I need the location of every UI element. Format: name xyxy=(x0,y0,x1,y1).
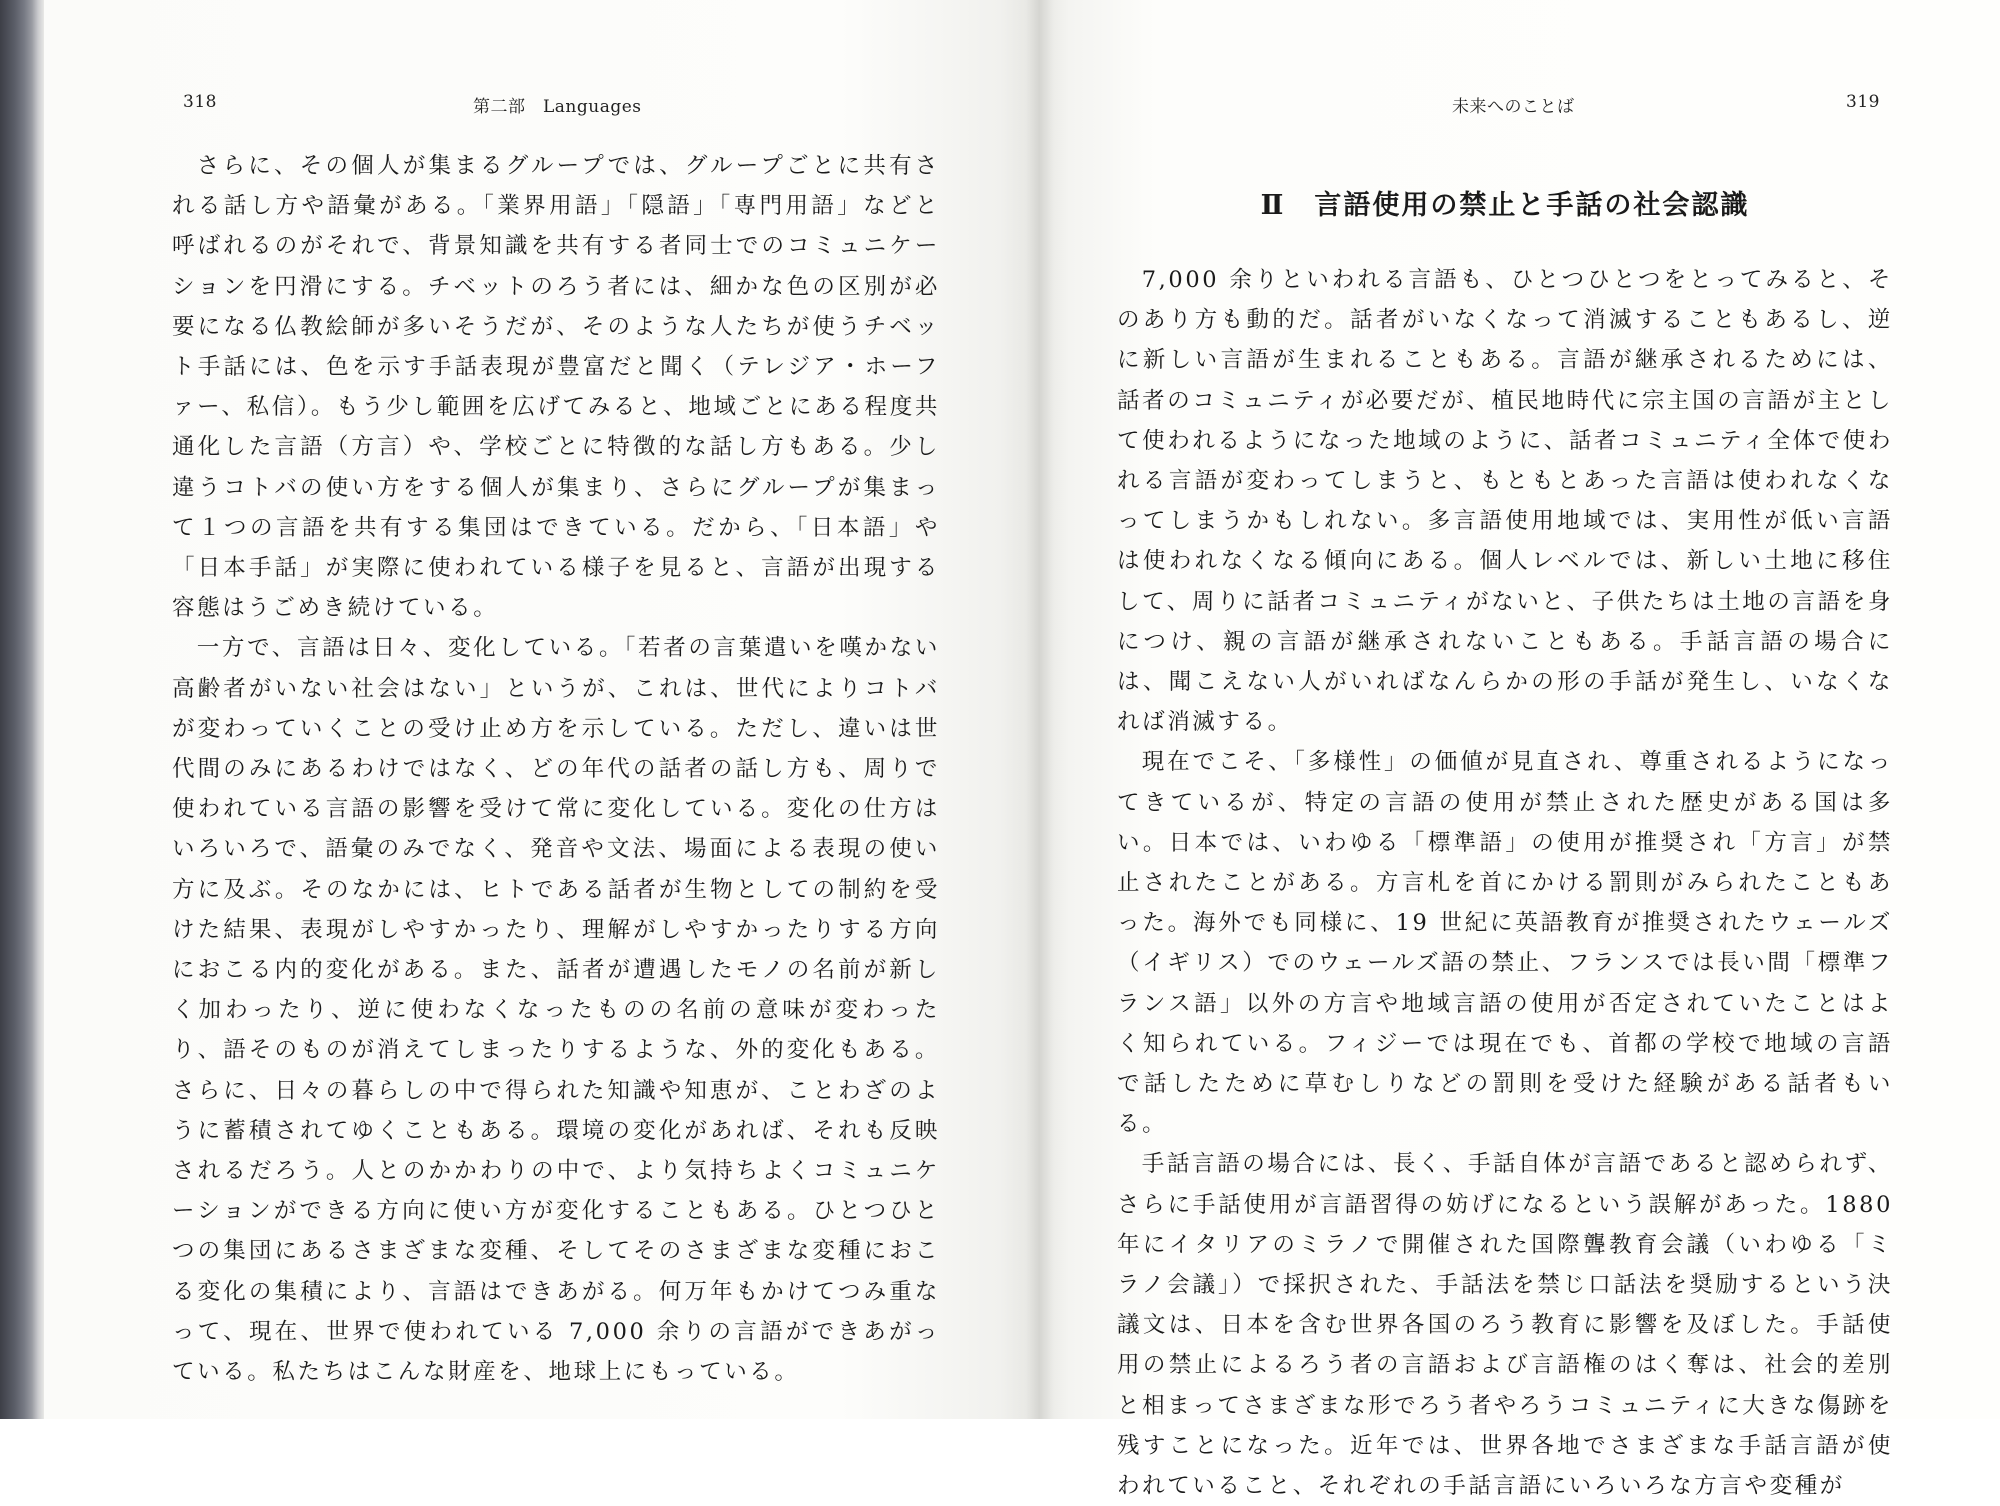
paragraph: 7,000 余りといわれる言語も、ひとつひとつをとってみると、そのあり方も動的だ。話者がいなくなって消滅することもあるし、逆に新しい言語が生まれることもある。言語が継承されるためには、話者のコミュニティが必要だが、植民地時代に宗主国の言語が主として使われるようになった地域のように、話者コミュニティ全体で使われる言語が変わってしまうと、もともとあった言語は使われなくなってしまうかもしれない。多言語使用地域では、実用性が低い言語は使われなくなる傾向にある。個人レベルでは、新しい土地に移住して、周りに話者コミュニティがないと、子供たちは土地の言語を身につけ、親の言語が継承されないこともある。手話言語の場合には、聞こえない人がいればなんらかの形の手話が発生し、いなくなれば消滅する。 xyxy=(1117,267,1893,736)
right-body-text xyxy=(1117,260,1893,1506)
paragraph: さらに、その個人が集まるグループでは、グループごとに共有される話し方や語彙がある。「業界用語」「隠語」「専門用語」などと呼ばれるのがそれで、背景知識を共有する者同士でのコミュニケーションを円滑にする。チベットのろう者には、細かな色の区別が必要になる仏教絵師が多いそうだが、そのような人たちが使うチベット手話には、色を示す手話表現が豊富だと聞く（テレジア・ホーファー、私信）。もう少し範囲を広げてみると、地域ごとにある程度共通化した言語（方言）や、学校ごとに特徴的な話し方もある。少し違うコトバの使い方をする個人が集まり、さらにグループが集まって１つの言語を共有する集団はできている。だから、「日本語」や「日本手話」が実際に使われている様子を見ると、言語が出現する容態はうごめき続けている。 xyxy=(172,153,940,622)
book-page-edge xyxy=(0,0,44,1419)
right-running-head: 未来へのことば xyxy=(1452,97,1575,117)
section-heading: Ⅱ 言語使用の禁止と手話の社会認識 xyxy=(1260,190,1750,221)
left-page-number: 318 xyxy=(183,92,217,112)
right-page-number: 319 xyxy=(1846,92,1880,112)
left-running-head: 第二部 Languages xyxy=(473,97,642,117)
paragraph: 現在でこそ、「多様性」の価値が見直され、尊重されるようになってきているが、特定の言語の使用が禁止された歴史がある国は多い。日本では、いわゆる「標準語」の使用が推奨され「方言」が禁止されたことがある。方言札を首にかける罰則がみられたこともあった。海外でも同様に、19 世紀に英語教育が推奨されたウェールズ（イギリス）でのウェールズ語の禁止、フランスでは長い間「標準フランス語」以外の方言や地域言語の使用が否定されていたことはよく知られている。フィジーでは現在でも、首都の学校で地域の言語で話したために草むしりなどの罰則を受けた経験がある話者もいる。 xyxy=(1117,749,1893,1138)
paragraph: 手話言語の場合には、長く、手話自体が言語であると認められず、さらに手話使用が言語習得の妨げになるという誤解があった。1880 年にイタリアのミラノで開催された国際聾教育会議（いわゆる「ミラノ会議」）で採択された、手話法を禁じ口話法を奨励するという決議文は、日本を含む世界各国のろう教育に影響を及ぼした。手話使用の禁止によるろう者の言語および言語権のはく奪は、社会的差別と相まってさまざまな形でろう者やろうコミュニティに大きな傷跡を残すことになった。近年では、世界各地でさまざまな手話言語が使われていること、それぞれの手話言語にいろいろな方言や変種が xyxy=(1117,1151,1893,1500)
book-gutter xyxy=(1026,0,1054,1419)
left-body-text xyxy=(172,146,940,1392)
paragraph: 一方で、言語は日々、変化している。「若者の言葉遣いを嘆かない高齢者がいない社会はない」というが、これは、世代によりコトバが変わっていくことの受け止め方を示している。ただし、違いは世代間のみにあるわけではなく、どの年代の話者の話し方も、周りで使われている言語の影響を受けて常に変化している。変化の仕方はいろいろで、語彙のみでなく、発音や文法、場面による表現の使い方に及ぶ。そのなかには、ヒトである話者が生物としての制約を受けた結果、表現がしやすかったり、理解がしやすかったりする方向におこる内的変化がある。また、話者が遭遇したモノの名前が新しく加わったり、逆に使わなくなったものの名前の意味が変わったり、語そのものが消えてしまったりするような、外的変化もある。さらに、日々の暮らしの中で得られた知識や知恵が、ことわざのように蓄積されてゆくこともある。環境の変化があれば、それも反映されるだろう。人とのかかわりの中で、より気持ちよくコミュニケーションができる方向に使い方が変化することもある。ひとつひとつの集団にあるさまざまな変種、そしてそのさまざまな変種におこる変化の集積により、言語はできあがる。何万年もかけてつみ重なって、現在、世界で使われている 7,000 余りの言語ができあがっている。私たちはこんな財産を、地球上にもっている。 xyxy=(172,635,940,1386)
